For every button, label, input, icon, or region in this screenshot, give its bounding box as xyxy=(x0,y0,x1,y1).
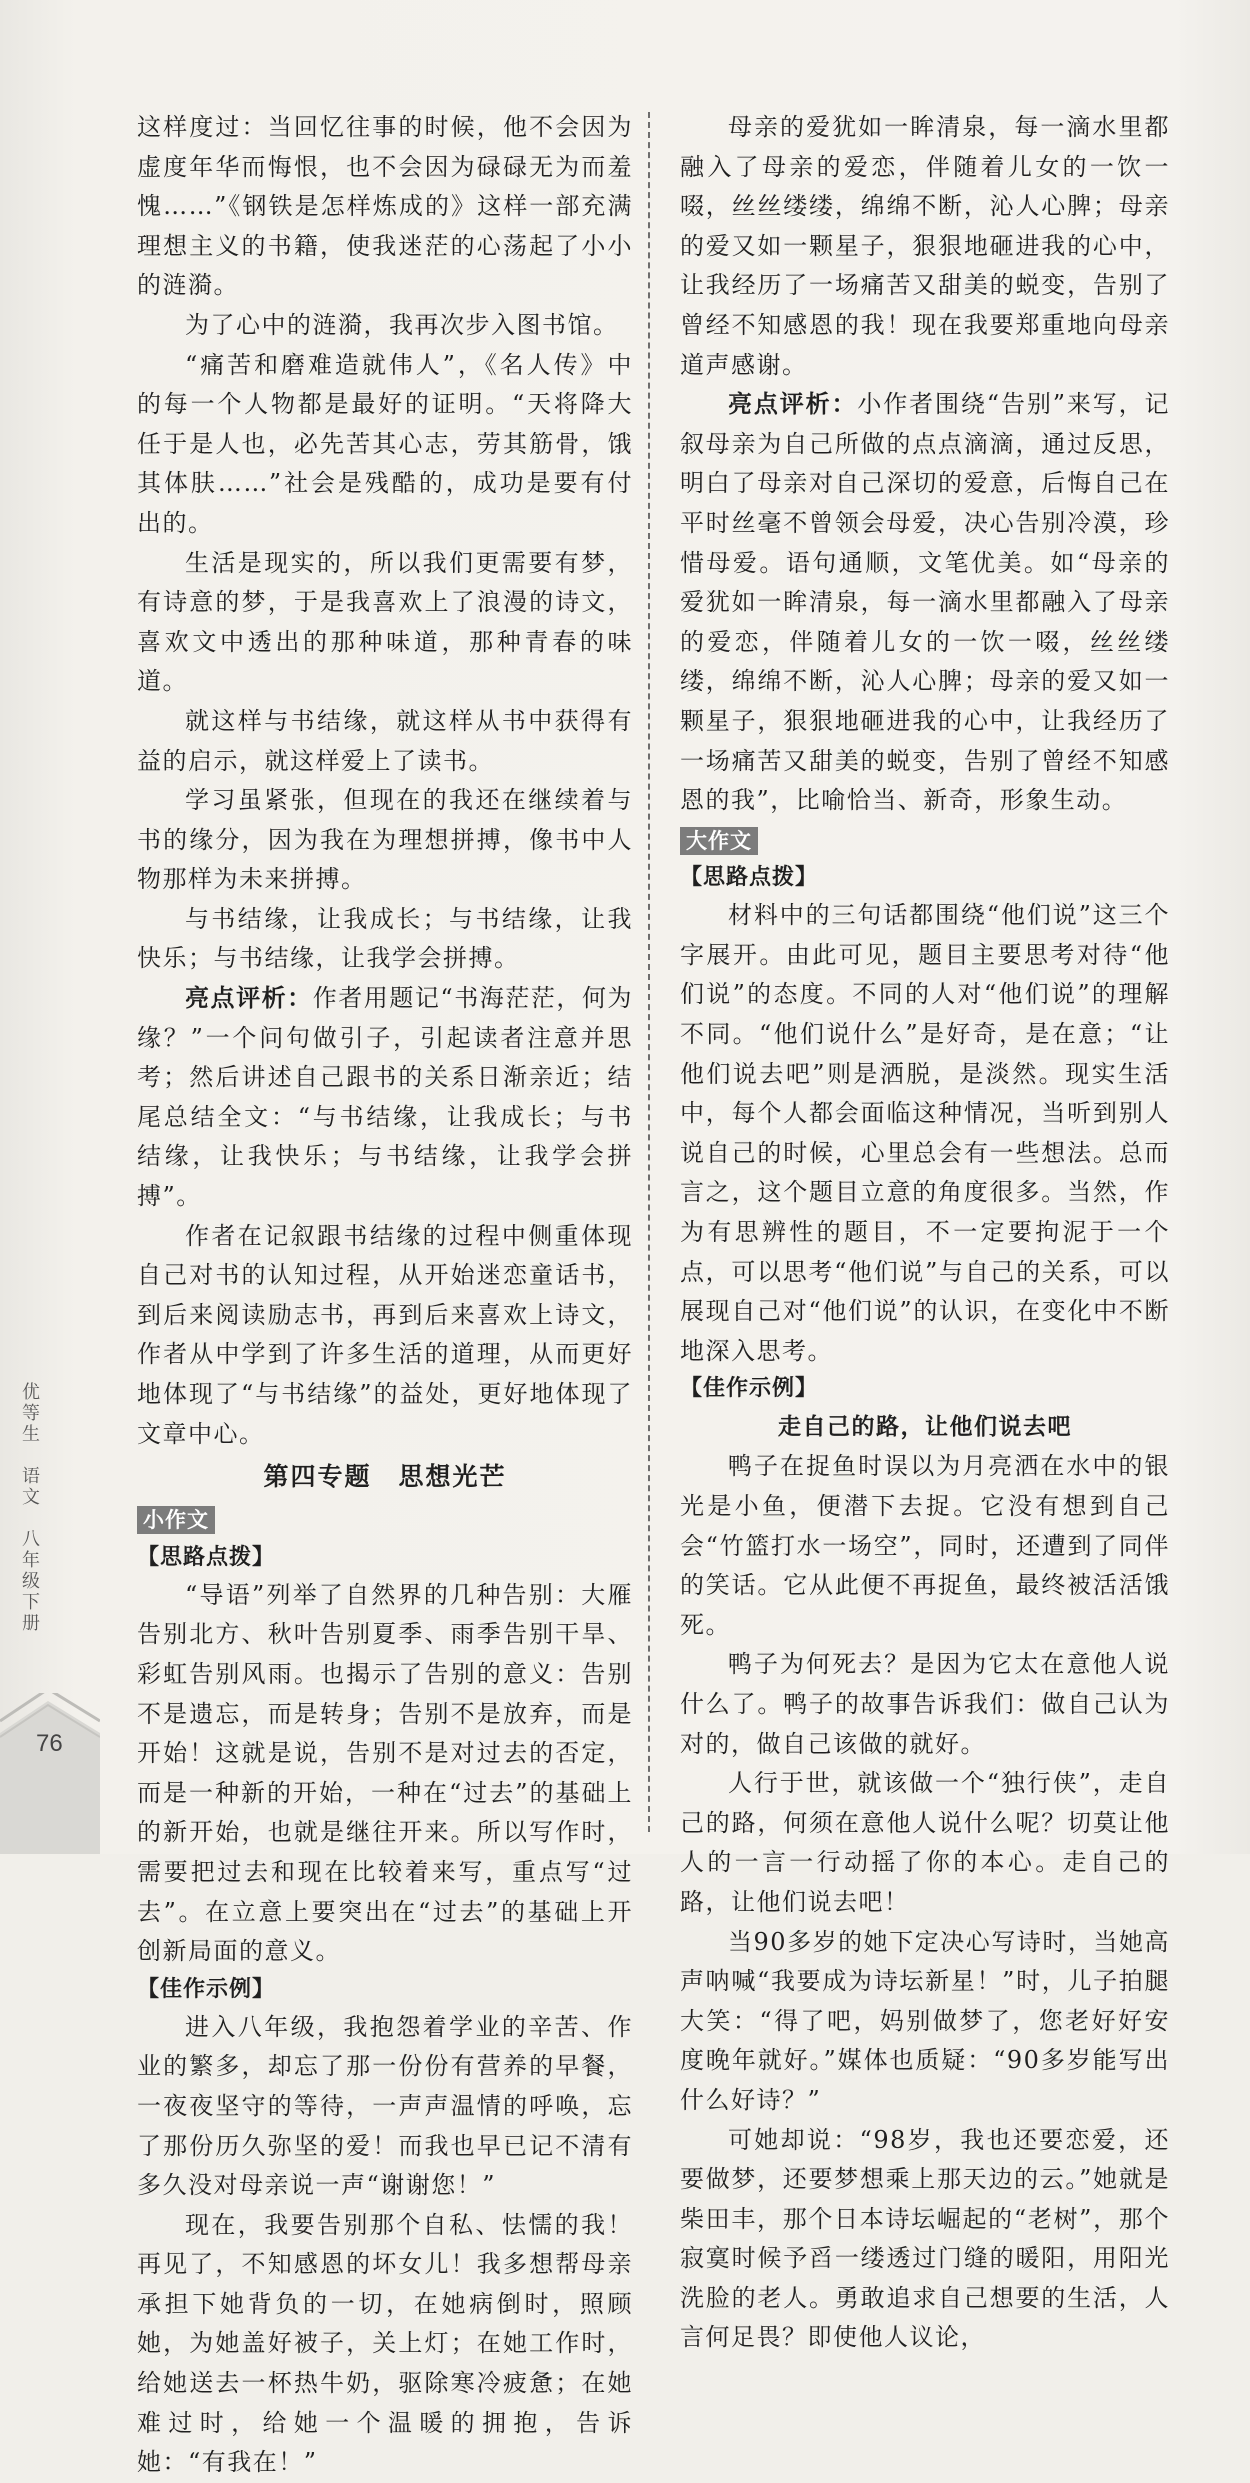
paragraph: 材料中的三句话都围绕“他们说”这三个字展开。由此可见，题目主要思考对待“他们说”的态度。不同的人对“他们说”的理解不同。“他们说什么”是好奇，是在意；“让他们说去吧”则是洒脱，是淡然。现实生活中，每个人都会面临这种情况，当听到别人说自己的时候，心里总会有一些想法。总而言之，这个题目立意的角度很多。当然，作为有思辨性的题目，不一定要拘泥于一个点，可以思考“他们说”与自己的关系，可以展现自己对“他们说”的认识，在变化中不断地深入思考。 xyxy=(680,901,1170,1365)
page-number: 76 xyxy=(36,1730,63,1757)
paragraph: 学习虽紧张，但现在的我还在继续着与书的缘分，因为我在为理想拼搏，像书中人物那样为未来拼搏。 xyxy=(137,786,633,894)
section-title: 第四专题 思想光芒 xyxy=(263,1462,507,1492)
book-side-label: 优等生 语文 八年级下册 xyxy=(19,1382,40,1634)
paragraph: 为了心中的涟漪，我再次步入图书馆。 xyxy=(185,310,619,339)
highlight-review-lead: 亮点评析： xyxy=(185,984,313,1013)
highlight-review-text: 小作者围绕“告别”来写，记叙母亲为自己所做的点点滴滴，通过反思，明白了母亲对自己深切的爱意，后悔自己在平时丝毫不曾领会母爱，决心告别冷漠，珍惜母爱。语句通顺，文笔优美。如“母亲的爱犹如一眸清泉，每一滴水里都融入了母亲的爱恋，伴随着儿女的一饮一啜，丝丝缕缕，绵绵不断，沁人心脾；母亲的爱又如一颗星子，狠狠地砸进我的心中，让我经历了一场痛苦又甜美的蜕变，告别了曾经不知感恩的我”，比喻恰当、新奇，形象生动。 xyxy=(680,390,1170,815)
paragraph: “导语”列举了自然界的几种告别：大雁告别北方、秋叶告别夏季、雨季告别干旱、彩虹告别风雨。也揭示了告别的意义：告别不是遗忘，而是转身；告别不是放弃，而是开始！这就是说，告别不是对过去的否定，而是一种新的开始，一种在“过去”的基础上的新开始，也就是继往开来。所以写作时，需要把过去和现在比较着来写，重点写“过去”。在立意上要突出在“过去”的基础上开创新局面的意义。 xyxy=(137,1580,633,1966)
paragraph: 生活是现实的，所以我们更需要有梦，有诗意的梦，于是我喜欢上了浪漫的诗文，喜欢文中透出的那种味道，那种青春的味道。 xyxy=(137,548,633,696)
paragraph: 可她却说：“98岁，我也还要恋爱，还要做梦，还要梦想乘上那天边的云。”她就是柴田丰，那个日本诗坛崛起的“老树”，那个寂寞时候予舀一缕透过门缝的暖阳，用阳光洗脸的老人。勇敢追求自己想要的生活，人言何足畏？即使他人议论， xyxy=(680,2125,1170,2352)
paragraph: 作者在记叙跟书结缘的过程中侧重体现自己对书的认知过程，从开始迷恋童话书，到后来阅读励志书，再到后来喜欢上诗文，作者从中学到了许多生活的道理，从而更好地体现了“与书结缘”的益处，更好地体现了文章中心。 xyxy=(137,1221,633,1448)
paragraph: 这样度过：当回忆往事的时候，他不会因为虚度年华而悔恨，也不会因为碌碌无为而羞愧……”《钢铁是怎样炼成的》这样一部充满理想主义的书籍，使我迷茫的心荡起了小小的涟漪。 xyxy=(137,113,633,300)
highlight-review xyxy=(137,979,633,1217)
paragraph: 母亲的爱犹如一眸清泉，每一滴水里都融入了母亲的爱恋，伴随着儿女的一饮一啜，丝丝缕缕，绵绵不断，沁人心脾；母亲的爱又如一颗星子，狠狠地砸进我的心中，让我经历了一场痛苦又甜美的蜕变，告别了曾经不知感恩的我！现在我要郑重地向母亲道声感谢。 xyxy=(680,113,1170,379)
bracket-heading: 【佳作示例】 xyxy=(680,1376,819,1402)
highlight-review xyxy=(680,385,1170,821)
paragraph: 与书结缘，让我成长；与书结缘，让我快乐；与书结缘，让我学会拼搏。 xyxy=(137,904,633,973)
bracket-heading: 【佳作示例】 xyxy=(137,1976,276,2002)
paragraph: 当90多岁的她下定决心写诗时，当她高声呐喊“我要成为诗坛新星！”时，儿子拍腿大笑：“得了吧，妈别做梦了，您老好好安度晚年就好。”媒体也质疑：“90多岁能写出什么好诗？” xyxy=(680,1927,1170,2114)
small-essay-tag: 小作文 xyxy=(137,1506,215,1534)
essay-title: 走自己的路，让他们说去吧 xyxy=(778,1414,1072,1441)
left-column xyxy=(137,108,633,2483)
paragraph: 鸭子在捉鱼时误以为月亮洒在水中的银光是小鱼，便潜下去捉。它没有想到自己会“竹篮打水一场空”，同时，还遭到了同伴的笑话。它从此便不再捉鱼，最终被活活饿死。 xyxy=(680,1452,1170,1639)
column-divider xyxy=(648,112,650,1832)
paragraph: 人行于世，就该做一个“独行侠”，走自己的路，何须在意他人说什么呢？切莫让他人的一言一行动摇了你的本心。走自己的路，让他们说去吧！ xyxy=(680,1769,1170,1916)
paragraph: 鸭子为何死去？是因为它太在意他人说什么了。鸭子的故事告诉我们：做自己认为对的，做自己该做的就好。 xyxy=(680,1650,1170,1758)
big-essay-tag: 大作文 xyxy=(680,827,758,855)
highlight-review-lead: 亮点评析： xyxy=(728,390,858,419)
right-column xyxy=(680,108,1170,2358)
paragraph: “痛苦和磨难造就伟人”，《名人传》中的每一个人物都是最好的证明。“天将降大任于是人也，必先苦其心志，劳其筋骨，饿其体肤……”社会是残酷的，成功是要有付出的。 xyxy=(137,350,633,537)
page-number-tab xyxy=(0,1693,100,1854)
paragraph: 现在，我要告别那个自私、怯懦的我！再见了，不知感恩的坏女儿！我多想帮母亲承担下她背负的一切，在她病倒时，照顾她，为她盖好被子，关上灯；在她工作时，给她送去一杯热牛奶，驱除寒冷疲惫；在她难过时，给她一个温暖的拥抱，告诉她：“有我在！” xyxy=(137,2210,633,2477)
paragraph: 就这样与书结缘，就这样从书中获得有益的启示，就这样爱上了读书。 xyxy=(137,706,633,775)
highlight-review-text: 作者用题记“书海茫茫，何为缘？”一个问句做引子，引起读者注意并思考；然后讲述自己跟书的关系日渐亲近；结尾总结全文：“与书结缘，让我成长；与书结缘，让我快乐；与书结缘，让我学会拼搏”。 xyxy=(137,984,633,1211)
bracket-heading: 【思路点拨】 xyxy=(137,1544,276,1570)
paragraph: 进入八年级，我抱怨着学业的辛苦、作业的繁多，却忘了那一份份有营养的早餐，一夜夜坚守的等待，一声声温情的呼唤，忘了那份历久弥坚的爱！而我也早已记不清有多久没对母亲说一声“谢谢您！” xyxy=(137,2012,633,2200)
bracket-heading: 【思路点拨】 xyxy=(680,865,819,891)
